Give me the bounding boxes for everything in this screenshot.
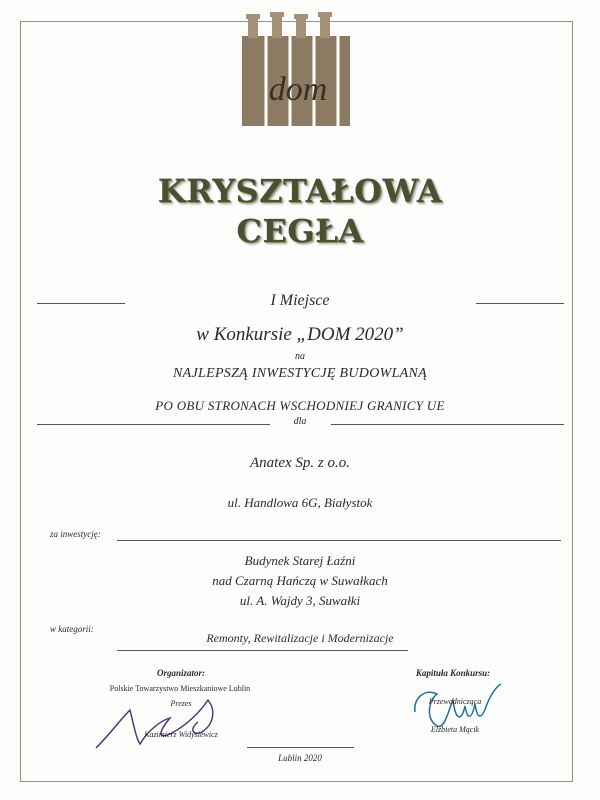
- award-category-line-1: NAJLEPSZĄ INWESTYCJĘ BUDOWLANĄ: [173, 366, 427, 381]
- category-line: [117, 650, 408, 651]
- organizer-heading: Organizator:: [156, 668, 205, 678]
- investment-line: [117, 540, 561, 541]
- dla-text: dla: [293, 416, 307, 427]
- organizer-name: Kazimierz Widysiewicz: [144, 730, 218, 739]
- category-value: Remonty, Rewitalizacje i Modernizacje: [206, 631, 394, 645]
- recipient-name: Anatex Sp. z o.o.: [250, 455, 350, 471]
- jury-name: Elżbieta Mącik: [430, 725, 480, 734]
- contest-text: w Konkursie „DOM 2020”: [196, 324, 404, 345]
- investment-line-1: Budynek Starej Łaźni: [244, 553, 356, 568]
- title-line-2: CEGŁA: [236, 212, 364, 250]
- na-text: na: [295, 351, 305, 362]
- investment-line-3: ul. A. Wajdy 3, Suwałki: [239, 593, 361, 608]
- investment-line-2: nad Czarną Hańczą w Suwałkach: [212, 573, 388, 588]
- footer-line: [247, 747, 354, 748]
- category-label: w kategorii:: [50, 624, 94, 634]
- organizer-org: Polskie Towarzystwo Mieszkaniowe Lublin: [109, 684, 251, 693]
- jury-role: Przewodnicząca: [428, 697, 482, 706]
- place-date: Lublin 2020: [278, 753, 322, 763]
- recipient-address: ul. Handlowa 6G, Białystok: [227, 495, 373, 510]
- title-line-1: KRYSZTAŁOWA: [157, 172, 443, 210]
- organizer-signature: [90, 690, 230, 756]
- organizer-role: Prezes: [170, 699, 192, 708]
- investment-label: za inwestycję:: [50, 529, 101, 539]
- logo-text: dom: [268, 71, 328, 108]
- award-category-line-2: PO OBU STRONACH WSCHODNIEJ GRANICY UE: [155, 398, 445, 413]
- place-text: I Miejsce: [270, 292, 330, 309]
- jury-heading: Kapituła Konkursu:: [415, 668, 491, 678]
- dom-logo: [242, 8, 350, 126]
